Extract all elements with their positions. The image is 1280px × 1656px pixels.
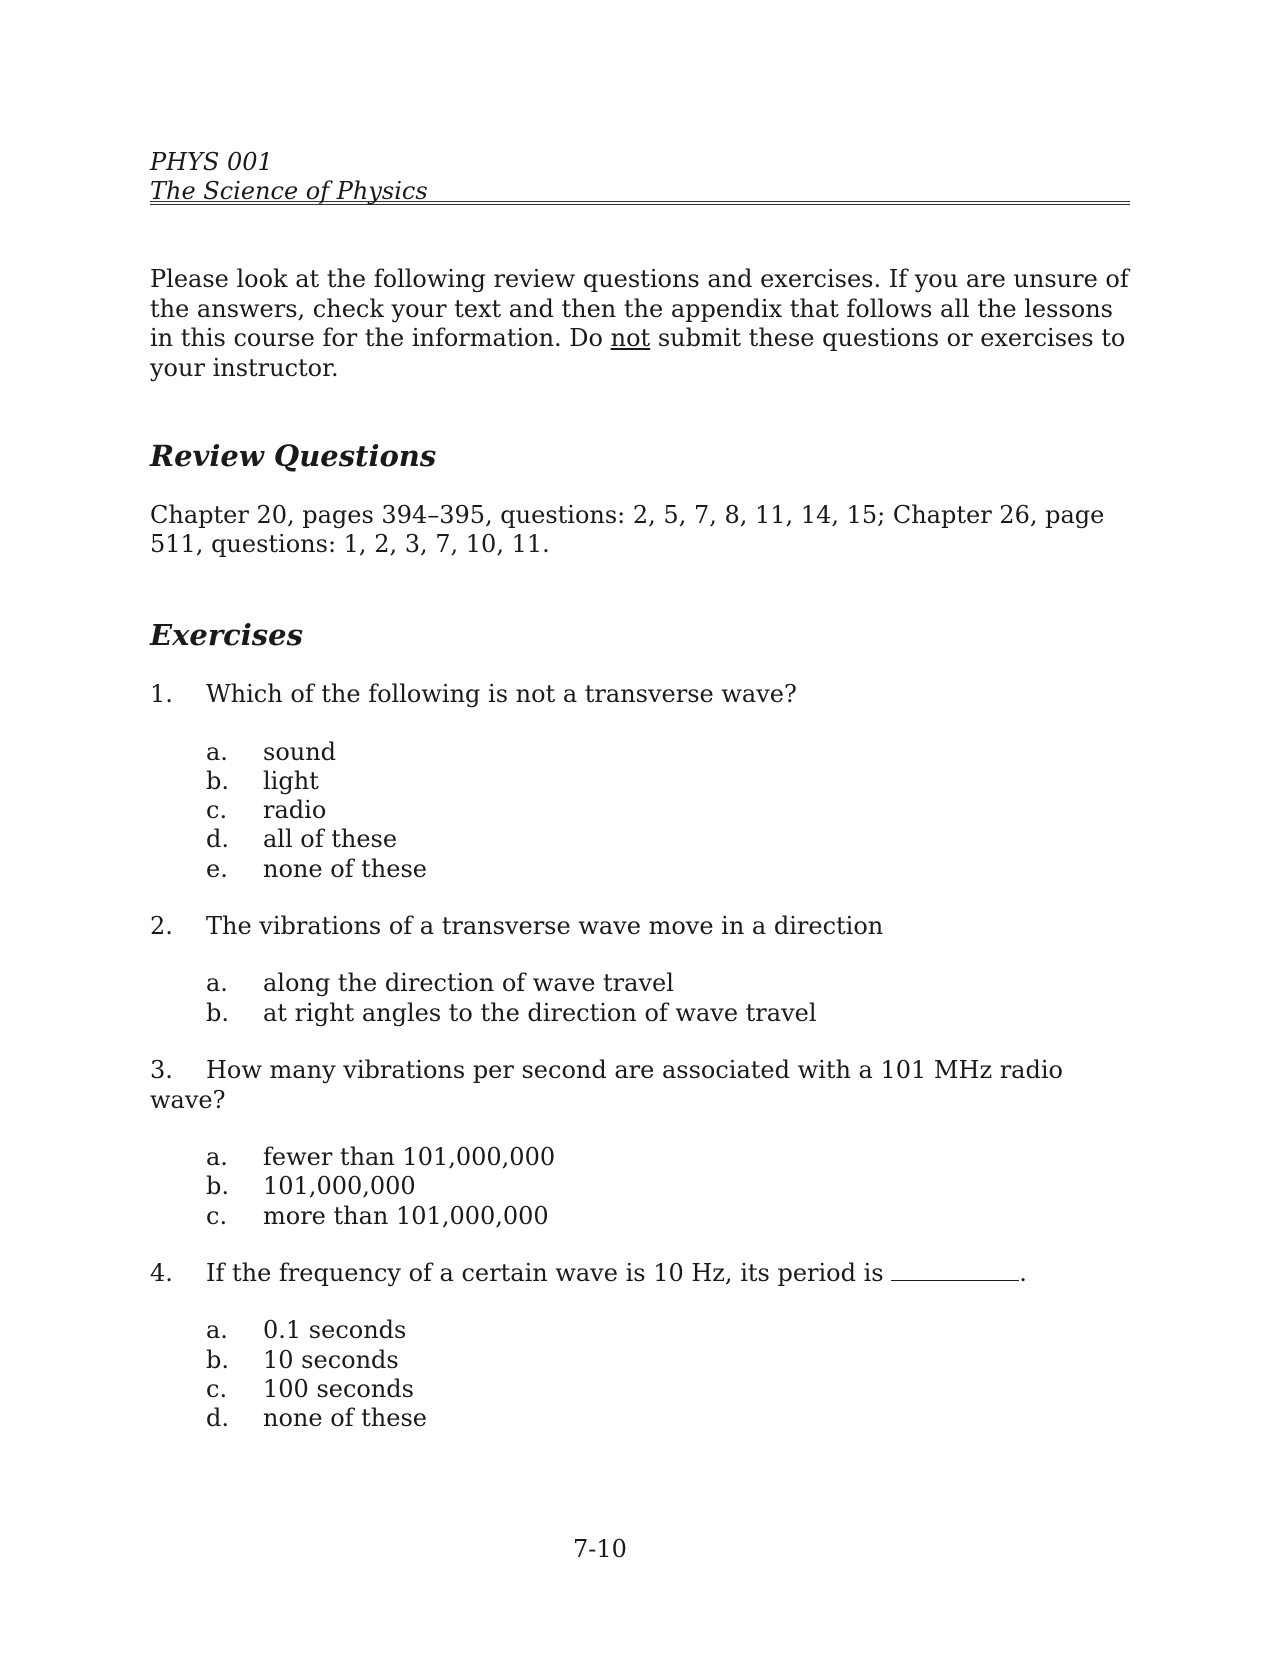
option-text: 0.1 seconds (263, 1316, 407, 1345)
option-item (150, 796, 1130, 825)
question-text: If the frequency of a certain wave is 10 Hz, its period is (206, 1258, 884, 1287)
question-number: 4. (150, 1258, 173, 1287)
option-item (150, 1346, 1130, 1375)
option-text: none of these (263, 1404, 427, 1433)
question-number: 3. (150, 1056, 173, 1085)
option-item (150, 1202, 1130, 1231)
exercise-question-2 (150, 912, 1130, 942)
question-text: The vibrations of a transverse wave move in a direction (206, 911, 884, 940)
page-number-text: 7-10 (573, 1535, 627, 1563)
option-letter: b. (206, 766, 229, 795)
option-letter: d. (206, 825, 229, 854)
option-letter: a. (206, 1143, 228, 1172)
option-item (150, 1404, 1130, 1433)
option-item (150, 1316, 1130, 1345)
option-letter: e. (206, 854, 228, 883)
option-item (150, 738, 1130, 767)
intro-paragraph (150, 265, 1130, 383)
question-number: 1. (150, 680, 173, 708)
option-item (150, 767, 1130, 796)
intro-text-start: Please look at the following review questions and exercises. If you are unsure of the answers, check your text and then the appendix that follows all the lessons in this course for the information. Do (150, 265, 1129, 352)
option-letter: a. (206, 969, 228, 998)
option-item (150, 969, 1130, 998)
option-letter: a. (206, 1316, 228, 1345)
option-letter: b. (206, 998, 229, 1027)
question-2-options (150, 969, 1130, 1028)
option-letter: c. (206, 796, 228, 825)
course-code: PHYS 001 (150, 148, 273, 176)
option-text: 10 seconds (263, 1345, 399, 1374)
option-text: none of these (263, 854, 427, 883)
option-text: fewer than 101,000,000 (263, 1143, 556, 1172)
option-letter: d. (206, 1404, 229, 1433)
option-text: all of these (263, 825, 398, 854)
option-item (150, 999, 1130, 1028)
option-text: 101,000,000 (263, 1172, 416, 1201)
option-item (150, 1375, 1130, 1404)
question-4-options (150, 1316, 1130, 1433)
question-text: How many vibrations per second are associated with a 101 MHz radio wave? (150, 1056, 1063, 1114)
option-text: at right angles to the direction of wave travel (263, 998, 817, 1027)
exercise-question-1 (150, 680, 1130, 710)
review-questions-text: Chapter 20, pages 394–395, questions: 2, 5, 7, 8, 11, 14, 15; Chapter 26, page 511, questions: 1, 2, 3, 7, 10, 11. (150, 501, 1105, 558)
option-letter: b. (206, 1172, 229, 1201)
intro-text-end: submit these questions or exercises to your instructor. (150, 324, 1126, 382)
option-text: radio (263, 796, 327, 825)
intro-emphasis: not (610, 324, 651, 352)
question-text: Which of the following is not a transverse wave? (206, 680, 797, 708)
page-number (0, 1535, 1280, 1563)
exercise-question-4 (150, 1259, 1130, 1289)
option-item (150, 1172, 1130, 1201)
course-title: The Science of Physics (150, 177, 428, 205)
option-item (150, 855, 1130, 884)
question-1-options (150, 738, 1130, 884)
question-3-options (150, 1143, 1130, 1231)
option-text: more than 101,000,000 (263, 1201, 549, 1230)
review-questions-heading: Review Questions (150, 439, 437, 473)
option-item (150, 1143, 1130, 1172)
document-page (150, 148, 1130, 1434)
option-text: 100 seconds (263, 1375, 414, 1404)
option-letter: c. (206, 1375, 228, 1404)
option-item (150, 825, 1130, 854)
option-text: sound (263, 737, 337, 766)
question-text-end: . (1019, 1258, 1027, 1287)
option-text: along the direction of wave travel (263, 969, 674, 998)
option-letter: c. (206, 1201, 228, 1230)
option-text: light (263, 766, 319, 795)
option-letter: a. (206, 737, 228, 766)
exercise-question-3 (150, 1056, 1130, 1115)
option-letter: b. (206, 1345, 229, 1374)
answer-blank (891, 1260, 1019, 1281)
question-number: 2. (150, 911, 173, 940)
exercises-heading: Exercises (150, 618, 303, 652)
